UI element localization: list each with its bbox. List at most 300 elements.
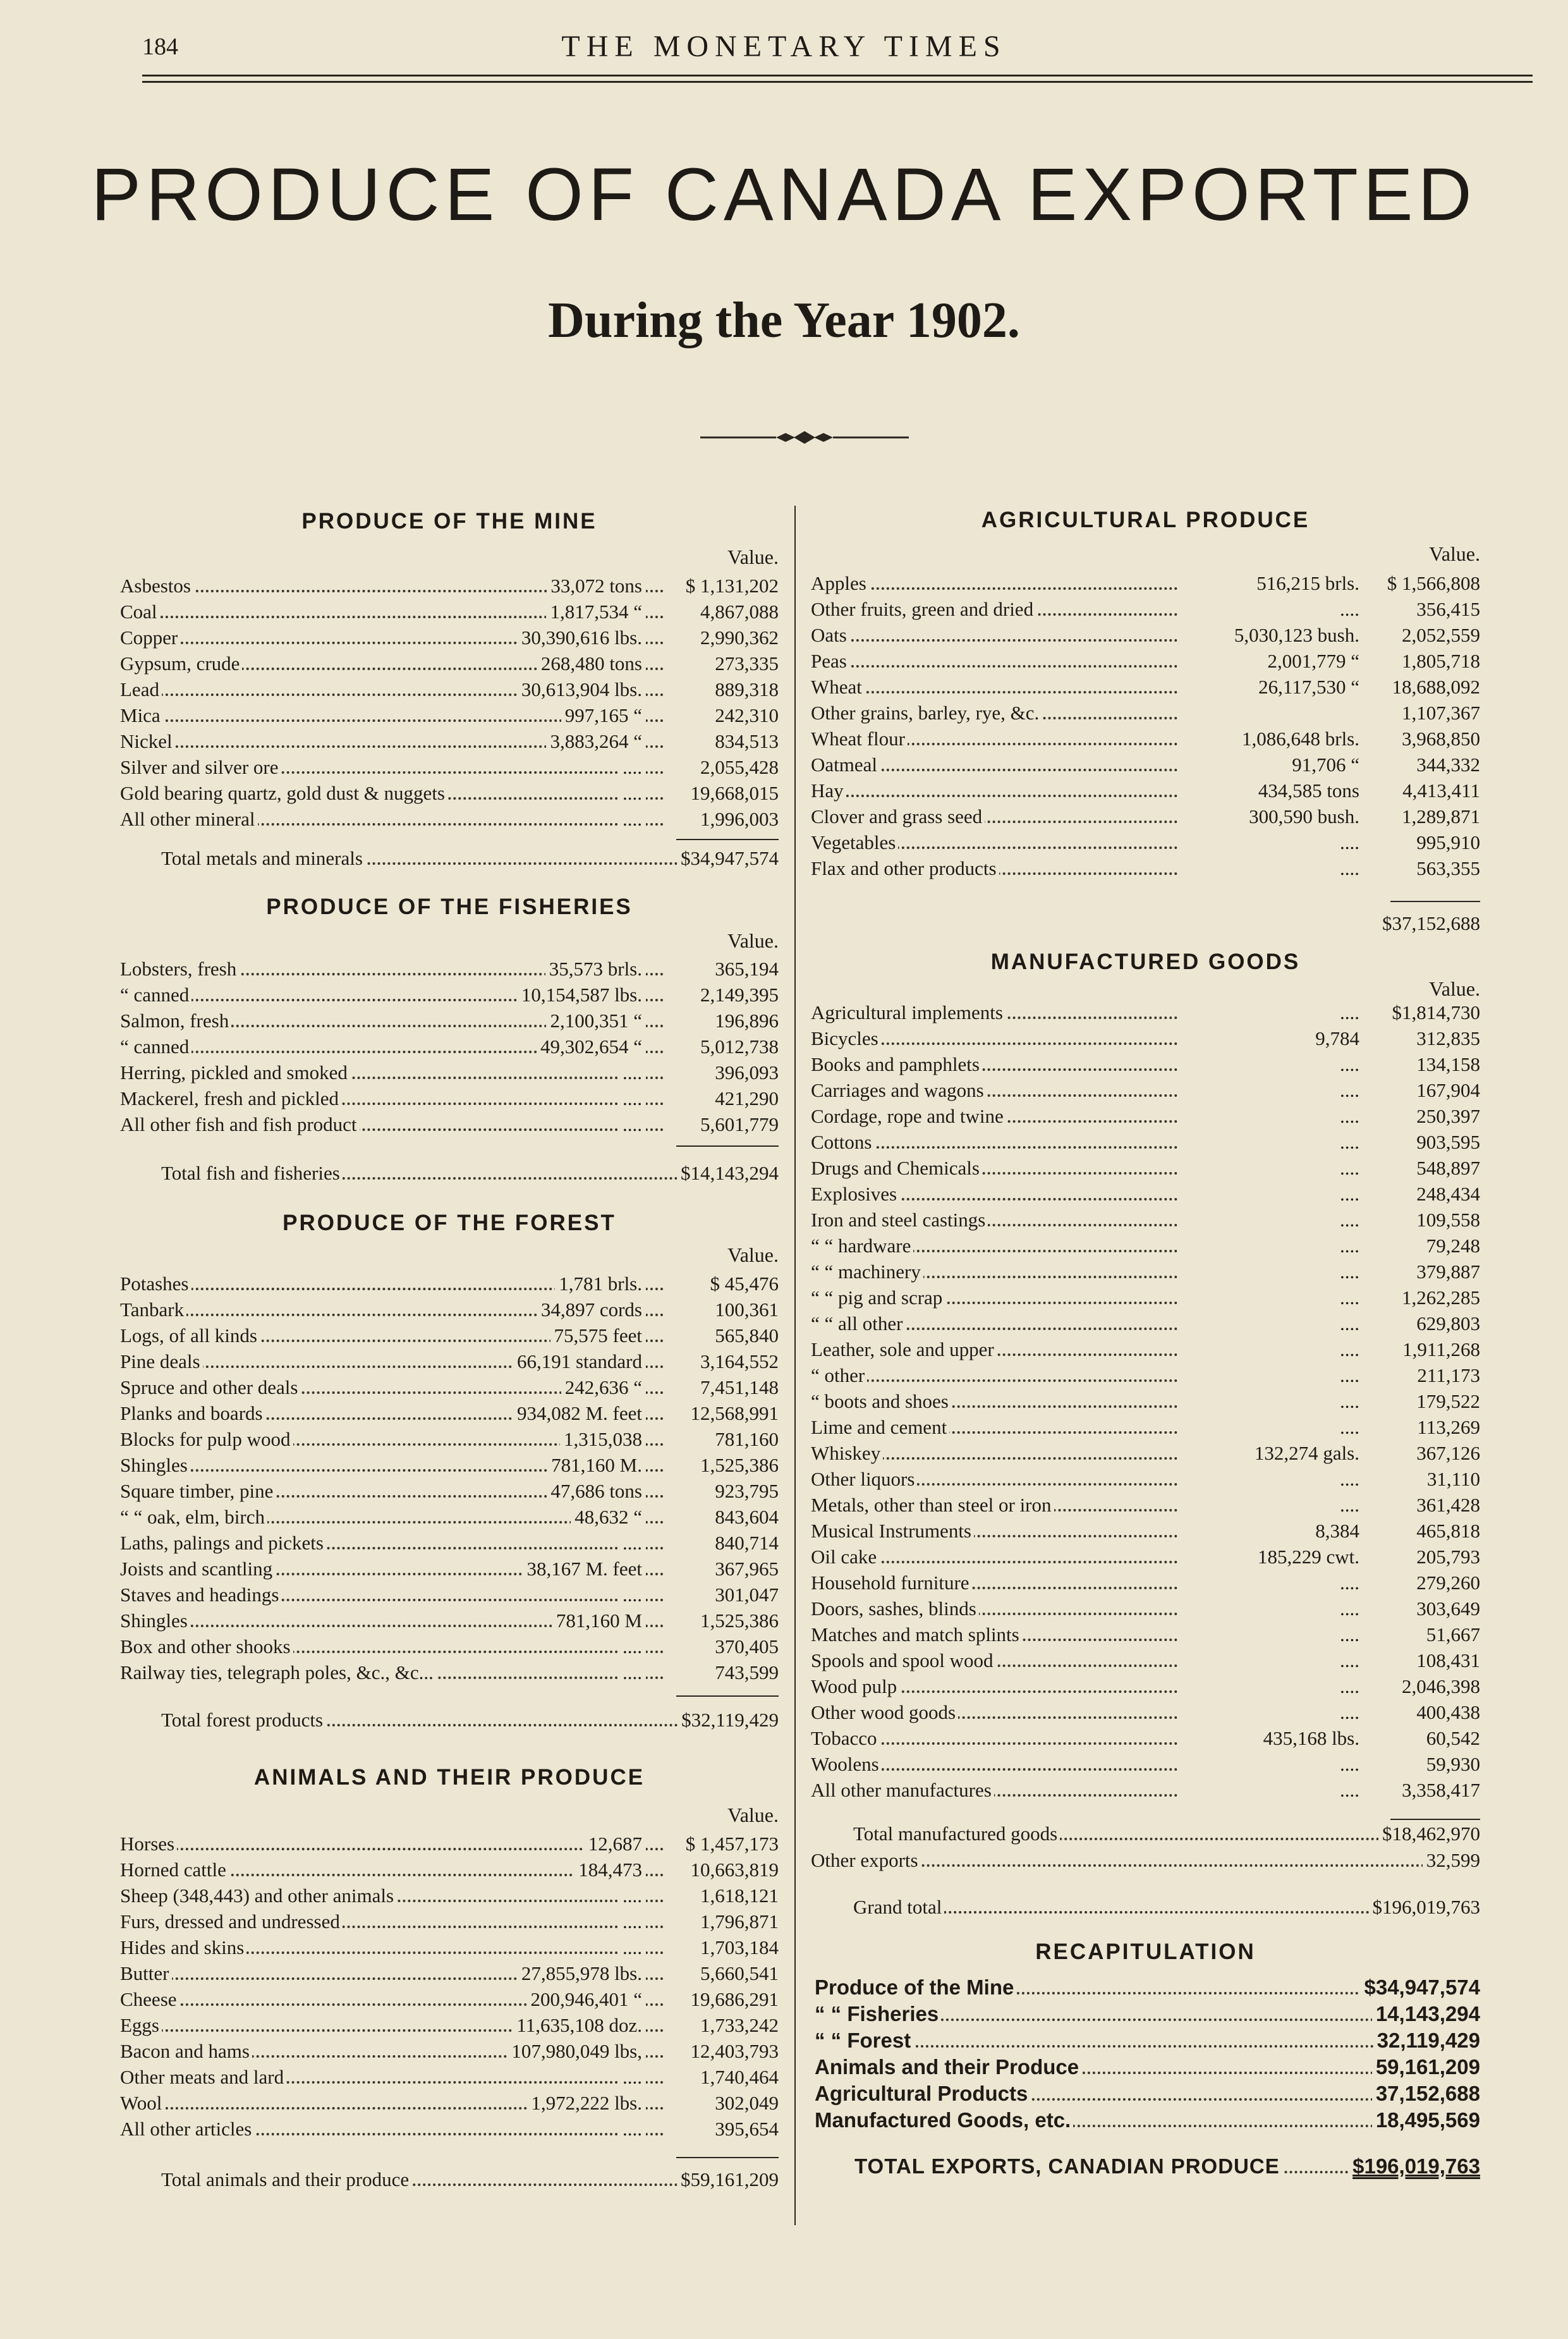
- recap-value: 59,161,209: [1372, 2053, 1480, 2081]
- row-quantity: 11,635,108 doz.: [513, 2013, 646, 2038]
- sum-rule: [676, 1695, 779, 1697]
- row-quantity: ....: [619, 1530, 646, 1556]
- row-value: 301,047: [711, 1582, 779, 1608]
- row-label: Eggs: [120, 2013, 162, 2038]
- row-quantity: ....: [619, 781, 646, 806]
- row-quantity: 3,883,264 “: [546, 729, 646, 754]
- section-heading-animals: ANIMALS AND THEIR PRODUCE: [253, 1765, 645, 1790]
- row-value: 843,604: [711, 1505, 779, 1530]
- row-value: 273,335: [711, 651, 779, 676]
- table-row: [120, 1935, 779, 1960]
- row-value: 312,835: [1413, 1026, 1480, 1051]
- total-exports: [854, 2151, 1480, 2182]
- row-value: 113,269: [1413, 1415, 1480, 1440]
- table-row: [811, 1363, 1480, 1388]
- table-row: [120, 2013, 779, 2038]
- row-quantity: 9,784: [1311, 1026, 1363, 1051]
- row-label: Matches and match splints: [811, 1622, 1022, 1647]
- row-quantity: ....: [1336, 830, 1363, 855]
- row-value: 565,840: [711, 1323, 779, 1348]
- row-quantity: ....: [619, 1582, 646, 1608]
- row-value: 421,290: [711, 1086, 779, 1111]
- row-quantity: ....: [1336, 1311, 1363, 1336]
- table-row: [811, 752, 1480, 778]
- table-row: [811, 1026, 1480, 1051]
- value-column-header: Value.: [727, 1804, 779, 1826]
- row-label: Other liquors: [811, 1467, 917, 1492]
- row-label: Sheep (348,443) and other animals: [120, 1883, 396, 1908]
- row-label: Agricultural implements: [811, 1000, 1006, 1025]
- row-quantity: ....: [1336, 1648, 1363, 1673]
- row-label: Gypsum, crude: [120, 651, 242, 676]
- table-row: [120, 1008, 779, 1034]
- row-value: 10,663,819: [687, 1857, 779, 1883]
- table-row: [120, 703, 779, 728]
- table-row: [811, 778, 1480, 803]
- row-quantity: ....: [619, 2116, 646, 2142]
- row-value: 995,910: [1413, 830, 1480, 855]
- row-quantity: ....: [1336, 597, 1363, 622]
- table-row: [120, 807, 779, 832]
- row-value: 302,049: [711, 2091, 779, 2116]
- row-quantity: 781,160 M.: [547, 1453, 646, 1478]
- total-value: $59,161,209: [677, 2167, 779, 2192]
- table-row: [811, 623, 1480, 648]
- row-value: 361,428: [1413, 1493, 1480, 1518]
- row-label: Musical Instruments: [811, 1518, 974, 1544]
- row-value: 211,173: [1413, 1363, 1480, 1388]
- table-row: [120, 1375, 779, 1400]
- value-column-header: Value.: [1429, 977, 1480, 1000]
- row-label: “ “ oak, elm, birch: [120, 1505, 267, 1530]
- row-value: 1,911,268: [1399, 1337, 1480, 1362]
- row-value: 4,413,411: [1399, 778, 1480, 803]
- table-row: [120, 599, 779, 625]
- row-value: 1,805,718: [1398, 649, 1480, 674]
- row-label: Logs, of all kinds: [120, 1323, 260, 1348]
- table-row: [120, 1323, 779, 1348]
- table-row: [811, 1000, 1480, 1025]
- table-row: [811, 856, 1480, 881]
- row-label: Oatmeal: [811, 752, 880, 778]
- row-value: 79,248: [1423, 1233, 1480, 1259]
- row-value: 1,796,871: [696, 1909, 779, 1934]
- row-label: Explosives: [811, 1182, 899, 1207]
- row-value: 2,149,395: [696, 982, 779, 1008]
- table-row: [811, 1596, 1480, 1621]
- row-label: Whiskey: [811, 1441, 883, 1466]
- table-row: [811, 571, 1480, 596]
- total-manufactured-goods: [853, 1821, 1480, 1847]
- row-value: 100,361: [711, 1297, 779, 1322]
- total-value: $14,143,294: [677, 1161, 779, 1186]
- table-row: [120, 1453, 779, 1478]
- table-row: [120, 1608, 779, 1634]
- row-label: Flax and other products: [811, 856, 999, 881]
- dot-leader: [811, 795, 1177, 797]
- row-quantity: 435,168 lbs.: [1260, 1726, 1363, 1751]
- row-value: 19,668,015: [687, 781, 779, 806]
- row-value: 1,996,003: [696, 807, 779, 832]
- row-label: Square timber, pine: [120, 1479, 276, 1504]
- row-label: Herring, pickled and smoked: [120, 1060, 350, 1085]
- total-label: Total forest products: [161, 1707, 325, 1733]
- other-exports: [811, 1848, 1480, 1873]
- dot-leader: [811, 691, 1177, 693]
- row-quantity: 27,855,978 lbs.: [518, 1961, 646, 1986]
- table-row: [120, 2039, 779, 2064]
- row-quantity: 516,215 brls.: [1253, 571, 1363, 596]
- recap-label: Manufactured Goods, etc.: [815, 2106, 1073, 2134]
- row-value: 167,904: [1413, 1078, 1480, 1103]
- table-row: [120, 1530, 779, 1556]
- row-value: 31,110: [1423, 1467, 1480, 1492]
- total-value: $32,119,429: [678, 1707, 779, 1733]
- row-label: Asbestos: [120, 573, 193, 599]
- total-label: Total animals and their produce: [161, 2167, 411, 2192]
- row-value: 109,558: [1413, 1207, 1480, 1233]
- header-rule: [142, 75, 1533, 76]
- ornament-divider: [700, 425, 909, 450]
- recap-row: [815, 1974, 1480, 2001]
- row-quantity: 30,390,616 lbs.: [518, 625, 646, 650]
- table-row: [120, 1831, 779, 1857]
- table-row: [811, 1337, 1480, 1362]
- row-quantity: ....: [1336, 1622, 1363, 1647]
- row-value: 1,740,464: [696, 2065, 779, 2090]
- row-value: 242,310: [711, 703, 779, 728]
- row-value: 923,795: [711, 1479, 779, 1504]
- row-label: “ “ hardware: [811, 1233, 913, 1259]
- total-label: Grand total: [853, 1895, 944, 1920]
- row-label: Spruce and other deals: [120, 1375, 300, 1400]
- row-label: Wool: [120, 2091, 164, 2116]
- total-animals-produce: [161, 2167, 779, 2192]
- row-label: Mica: [120, 703, 163, 728]
- table-row: [120, 1034, 779, 1060]
- table-row: [811, 1233, 1480, 1259]
- row-value: 108,431: [1413, 1648, 1480, 1673]
- row-quantity: 184,473: [574, 1857, 646, 1883]
- row-label: Potashes: [120, 1271, 191, 1297]
- row-value: 59,930: [1423, 1752, 1480, 1777]
- total-label: Total manufactured goods: [853, 1821, 1060, 1847]
- sum-rule: [1390, 1819, 1480, 1820]
- row-quantity: ....: [1336, 1000, 1363, 1025]
- row-label: Box and other shooks: [120, 1634, 293, 1659]
- row-label: Shingles: [120, 1608, 190, 1634]
- row-quantity: ....: [619, 2065, 646, 2090]
- row-label: Laths, palings and pickets: [120, 1530, 326, 1556]
- recap-row: [815, 2106, 1480, 2134]
- dot-leader: [811, 639, 1177, 642]
- recap-row: [815, 2027, 1480, 2055]
- row-quantity: 47,686 tons: [547, 1479, 646, 1504]
- table-row: [120, 573, 779, 599]
- table-row: [811, 700, 1480, 726]
- row-quantity: ....: [619, 1086, 646, 1111]
- row-label: Other meats and lard: [120, 2065, 286, 2090]
- total-value: $34,947,574: [677, 846, 779, 871]
- journal-title: THE MONETARY TIMES: [561, 30, 1007, 63]
- value-column-header: Value.: [727, 546, 779, 568]
- table-row: [120, 1112, 779, 1137]
- row-quantity: 33,072 tons: [547, 573, 646, 599]
- row-value: 248,434: [1413, 1182, 1480, 1207]
- table-row: [120, 1297, 779, 1322]
- row-quantity: ....: [1336, 1467, 1363, 1492]
- total-fish-fisheries: [161, 1161, 779, 1186]
- row-quantity: 8,384: [1311, 1518, 1363, 1544]
- row-value: $ 1,566,808: [1383, 571, 1480, 596]
- table-row: [811, 1570, 1480, 1596]
- section-heading-agricultural: AGRICULTURAL PRODUCE: [981, 508, 1310, 532]
- row-value: $ 45,476: [707, 1271, 779, 1297]
- row-quantity: ....: [1336, 1570, 1363, 1596]
- table-row: [811, 1752, 1480, 1777]
- row-label: Other grains, barley, rye, &c.: [811, 700, 1042, 726]
- row-quantity: ....: [1336, 1493, 1363, 1518]
- row-quantity: ....: [1336, 1778, 1363, 1803]
- row-value: 395,654: [711, 2116, 779, 2142]
- recap-row: [815, 2080, 1480, 2108]
- value-column-header: Value.: [727, 1243, 779, 1266]
- row-value: 2,990,362: [696, 625, 779, 650]
- row-value: 903,595: [1413, 1130, 1480, 1155]
- total-value: $18,462,970: [1378, 1821, 1480, 1847]
- row-value: 179,522: [1413, 1389, 1480, 1414]
- row-label: Hay: [811, 778, 846, 803]
- row-value: 51,667: [1423, 1622, 1480, 1647]
- row-quantity: ....: [1336, 1156, 1363, 1181]
- row-value: 19,686,291: [687, 1987, 779, 2012]
- table-row: [120, 2116, 779, 2142]
- row-quantity: 185,229 cwt.: [1254, 1544, 1363, 1570]
- row-label: “ “ machinery: [811, 1259, 923, 1285]
- row-quantity: ....: [1336, 1104, 1363, 1129]
- row-quantity: ....: [619, 1909, 646, 1934]
- table-row: [120, 1582, 779, 1608]
- table-row: [120, 651, 779, 676]
- row-label: Lobsters, fresh: [120, 956, 239, 982]
- table-row: [120, 1401, 779, 1426]
- row-quantity: ....: [1336, 1233, 1363, 1259]
- value-column-header: Value.: [727, 929, 779, 952]
- row-label: Gold bearing quartz, gold dust & nuggets: [120, 781, 447, 806]
- row-label: Copper: [120, 625, 180, 650]
- table-row: [120, 755, 779, 780]
- total-exports-value: $196,019,763: [1349, 2151, 1480, 2182]
- row-quantity: 434,585 tons: [1255, 778, 1363, 803]
- row-label: Lead: [120, 677, 162, 702]
- table-row: [811, 1156, 1480, 1181]
- sum-rule: [676, 2157, 779, 2158]
- row-quantity: ....: [1336, 1389, 1363, 1414]
- table-row: [120, 1086, 779, 1111]
- table-row: [811, 1700, 1480, 1725]
- row-value: 563,355: [1413, 856, 1480, 881]
- row-label: Metals, other than steel or iron: [811, 1493, 1054, 1518]
- table-row: [811, 1518, 1480, 1544]
- row-label: Wheat: [811, 675, 865, 700]
- row-label: Wood pulp: [811, 1674, 899, 1699]
- row-value: 5,660,541: [696, 1961, 779, 1986]
- row-value: $1,814,730: [1389, 1000, 1481, 1025]
- row-value: 367,126: [1413, 1441, 1480, 1466]
- sum-rule: [676, 839, 779, 840]
- total-label: Total metals and minerals: [161, 846, 365, 871]
- grand-total: [853, 1895, 1480, 1920]
- row-label: “ canned: [120, 1034, 191, 1060]
- row-label: Tanbark: [120, 1297, 186, 1322]
- row-label: Drugs and Chemicals: [811, 1156, 982, 1181]
- section-heading-mine: PRODUCE OF THE MINE: [301, 509, 597, 534]
- row-quantity: 91,706 “: [1288, 752, 1363, 778]
- row-value: 3,968,850: [1398, 726, 1480, 752]
- row-label: Planks and boards: [120, 1401, 265, 1426]
- total-exports-label: TOTAL EXPORTS, CANADIAN PRODUCE: [854, 2151, 1282, 2182]
- row-label: “ canned: [120, 982, 191, 1008]
- row-quantity: 35,573 brls.: [545, 956, 646, 982]
- total-metals-minerals: [161, 846, 779, 871]
- table-row: [811, 1648, 1480, 1673]
- row-label: Mackerel, fresh and pickled: [120, 1086, 341, 1111]
- row-value: 834,513: [711, 729, 779, 754]
- row-label: Salmon, fresh: [120, 1008, 231, 1034]
- page-subtitle: During the Year 1902.: [548, 293, 1020, 348]
- row-quantity: 38,167 M. feet: [523, 1556, 646, 1582]
- sum-rule: [676, 1145, 779, 1147]
- table-row: [811, 1726, 1480, 1751]
- table-row: [120, 2091, 779, 2116]
- row-label: Wheat flour: [811, 726, 908, 752]
- row-value: 7,451,148: [696, 1375, 779, 1400]
- row-value: $ 1,131,202: [682, 573, 779, 599]
- table-row: [811, 1182, 1480, 1207]
- table-row: [120, 1961, 779, 1986]
- total-label: Total fish and fisheries: [161, 1161, 343, 1186]
- recap-label: Animals and their Produce: [815, 2053, 1081, 2081]
- row-quantity: ....: [619, 1883, 646, 1908]
- row-label: Tobacco: [811, 1726, 880, 1751]
- row-quantity: ....: [1336, 1078, 1363, 1103]
- row-quantity: 242,636 “: [561, 1375, 646, 1400]
- row-quantity: ....: [619, 1660, 646, 1685]
- row-label: Nickel: [120, 729, 175, 754]
- recap-label: “ “ Fisheries: [815, 2000, 941, 2028]
- recap-value: 37,152,688: [1372, 2080, 1480, 2108]
- row-quantity: ....: [1336, 1674, 1363, 1699]
- table-row: [811, 1052, 1480, 1077]
- recap-value: 18,495,569: [1372, 2106, 1480, 2134]
- row-quantity: ....: [1336, 1182, 1363, 1207]
- row-label: Woolens: [811, 1752, 882, 1777]
- row-label: Coal: [120, 599, 160, 625]
- section-heading-manufactured: MANUFACTURED GOODS: [990, 950, 1301, 974]
- row-value: 303,649: [1413, 1596, 1480, 1621]
- table-row: [811, 1259, 1480, 1285]
- row-quantity: ....: [619, 1935, 646, 1960]
- row-quantity: ....: [1336, 1596, 1363, 1621]
- row-value: 12,568,991: [687, 1401, 779, 1426]
- total-value: $37,152,688: [1378, 911, 1480, 936]
- row-quantity: 2,001,779 “: [1263, 649, 1363, 674]
- table-row: [120, 956, 779, 982]
- row-label: Railway ties, telegraph poles, &c., &c...: [120, 1660, 436, 1685]
- table-row: [811, 649, 1480, 674]
- row-value: 205,793: [1413, 1544, 1480, 1570]
- row-value: 60,542: [1423, 1726, 1480, 1751]
- row-label: Spools and spool wood: [811, 1648, 996, 1673]
- row-quantity: 10,154,587 lbs.: [518, 982, 646, 1008]
- row-label: Iron and steel castings: [811, 1207, 988, 1233]
- row-quantity: ....: [619, 1112, 646, 1137]
- table-row: [120, 1479, 779, 1504]
- column-divider: [794, 506, 796, 2225]
- total-label: Other exports: [811, 1848, 921, 1873]
- row-quantity: ....: [1336, 1207, 1363, 1233]
- row-quantity: 2,100,351 “: [546, 1008, 646, 1034]
- table-row: [120, 1060, 779, 1085]
- row-value: 548,897: [1413, 1156, 1480, 1181]
- row-label: All other articles: [120, 2116, 254, 2142]
- recap-label: “ “ Forest: [815, 2027, 913, 2055]
- row-label: Hides and skins: [120, 1935, 246, 1960]
- row-quantity: 1,086,648 brls.: [1238, 726, 1363, 752]
- row-label: Carriages and wagons: [811, 1078, 987, 1103]
- table-row: [811, 1415, 1480, 1440]
- header-rule-lower: [142, 81, 1533, 83]
- row-label: Bacon and hams: [120, 2039, 252, 2064]
- table-row: [120, 1634, 779, 1659]
- table-row: [811, 1544, 1480, 1570]
- table-row: [811, 675, 1480, 700]
- row-value: 134,158: [1413, 1052, 1480, 1077]
- table-row: [811, 1622, 1480, 1647]
- row-quantity: ....: [619, 807, 646, 832]
- row-label: All other mineral: [120, 807, 258, 832]
- table-row: [811, 726, 1480, 752]
- row-value: 1,733,242: [696, 2013, 779, 2038]
- dot-leader: [811, 665, 1177, 668]
- row-value: 743,599: [711, 1660, 779, 1685]
- table-row: [120, 625, 779, 650]
- table-row: [120, 729, 779, 754]
- row-value: $ 1,457,173: [682, 1831, 779, 1857]
- table-row: [811, 1130, 1480, 1155]
- row-label: Pine deals: [120, 1349, 203, 1374]
- row-label: Peas: [811, 649, 849, 674]
- row-value: 2,046,398: [1398, 1674, 1480, 1699]
- table-row: [811, 1493, 1480, 1518]
- row-value: 781,160: [711, 1427, 779, 1452]
- row-quantity: 26,117,530 “: [1255, 675, 1363, 700]
- recap-value: $34,947,574: [1360, 1974, 1480, 2001]
- row-label: Vegetables: [811, 830, 898, 855]
- table-row: [120, 1660, 779, 1685]
- value-column-header: Value.: [1429, 542, 1480, 565]
- recap-value: 32,119,429: [1373, 2027, 1480, 2055]
- row-value: 279,260: [1413, 1570, 1480, 1596]
- table-row: [120, 1505, 779, 1530]
- row-value: 3,164,552: [696, 1349, 779, 1374]
- row-quantity: ....: [1336, 1752, 1363, 1777]
- row-value: 196,896: [711, 1008, 779, 1034]
- table-row: [811, 1441, 1480, 1466]
- table-row: [120, 1909, 779, 1934]
- row-quantity: ....: [1336, 1259, 1363, 1285]
- row-value: 379,887: [1413, 1259, 1480, 1285]
